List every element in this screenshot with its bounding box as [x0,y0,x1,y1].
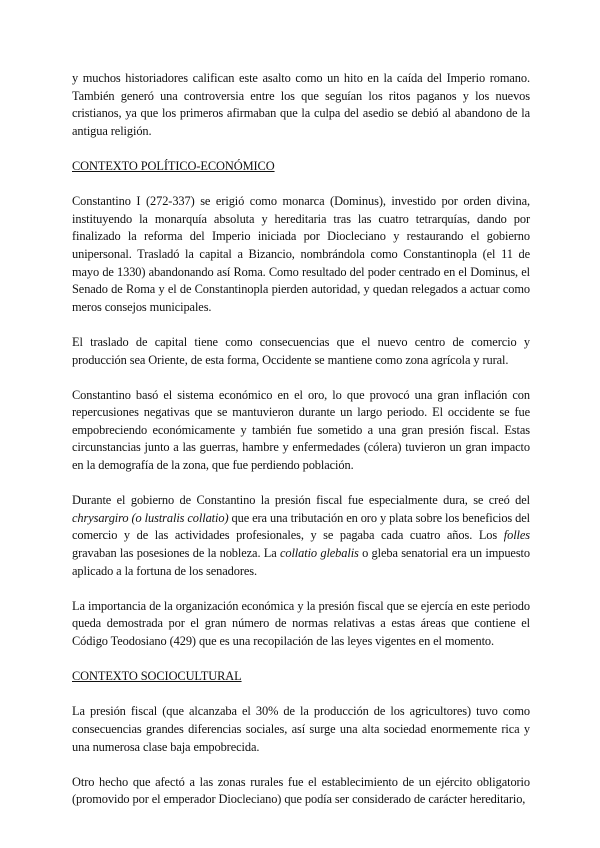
italic-term-collatio-glebalis: collatio glebalis [279,546,359,561]
paragraph-constantino-monarca: Constantino I (272-337) se erigió como monarca (Dominus), investido por orden divina, instituyendo la monarquía absoluta y hereditaria tras las cuatro tetrarquías, dando por finalizado la reforma del Imperio iniciada por Diocleciano y restaurando el gobierno unipersonal. Trasladó la capital a Bizancio, nombrándola como Constantinopla (el 11 de mayo de 1330) abandonando así Roma. Como resultado del poder centrado en el Dominus, el Senado de Roma y el de Constantinopla pierden autoridad, y quedan relegados a actuar como meros consejos municipales. [72,194,530,314]
italic-term-folles: folles [503,528,530,543]
text-run: o gleba senatorial era un impuesto aplicado a la fortuna de los senadores. [72,546,530,578]
paragraph-diferencias-sociales: La presión fiscal (que alcanzaba el 30% de la producción de los agricultores) tuvo como consecuencias grandes diferencias sociales, así surge una alta sociedad enormemente rica y una numerosa clase baja empobrecida. [72,704,530,754]
paragraph-sistema-economico: Constantino basó el sistema económico en el oro, lo que provocó una gran inflación con repercusiones negativas que se mantuvieron durante un largo periodo. El occidente se fue empobreciendo económicamente y también fue sometido a una gran presión fiscal. Estas circunstancias junto a las guerras, hambre y enfermedades (cólera) tuvieron un gran impacto en la demografía de la zona, que fue perdiendo población. [72,387,530,473]
document-page [72,70,530,827]
text-run: gravaban las posesiones de la nobleza. La [72,546,280,561]
paragraph-traslado-capital: El traslado de capital tiene como consecuencias que el nuevo centro de comercio y producción sea Oriente, de esta forma, Occidente se mantiene como zona agrícola y rural. [72,334,530,367]
italic-term-chrysargiro: chrysargiro (o lustralis collatio) [72,510,229,525]
text-run: que era una tributación en oro y plata sobre los beneficios del comercio y de las actividades profesionales, y se pagaba cada cuatro años. Los [72,510,530,543]
paragraph-presion-fiscal [72,492,530,580]
paragraph-codigo-teodosiano: La importancia de la organización económica y la presión fiscal que se ejercía en este periodo queda demostrada por el gran número de normas relativas a estas áreas que contiene el Código Teodosiano (429) que es una recopilación de las leyes vigentes en el momento. [72,598,530,648]
paragraph-ejercito-obligatorio: Otro hecho que afectó a las zonas rurales fue el establecimiento de un ejército obligatorio (promovido por el emperador Diocleciano) que podía ser considerado de carácter hereditario, [72,774,530,807]
section-heading-politico-economico: CONTEXTO POLÍTICO-ECONÓMICO [72,158,275,173]
text-run: Durante el gobierno de Constantino la presión fiscal fue especialmente dura, se creó del [72,493,530,508]
section-heading-sociocultural: CONTEXTO SOCIOCULTURAL [72,669,242,684]
intro-paragraph: y muchos historiadores califican este asalto como un hito en la caída del Imperio romano. También generó una controversia entre los que seguían los ritos paganos y los nuevos cristianos, ya que los primeros afirmaban que la culpa del asedio se debió al abandono de la antigua religión. [72,71,530,138]
